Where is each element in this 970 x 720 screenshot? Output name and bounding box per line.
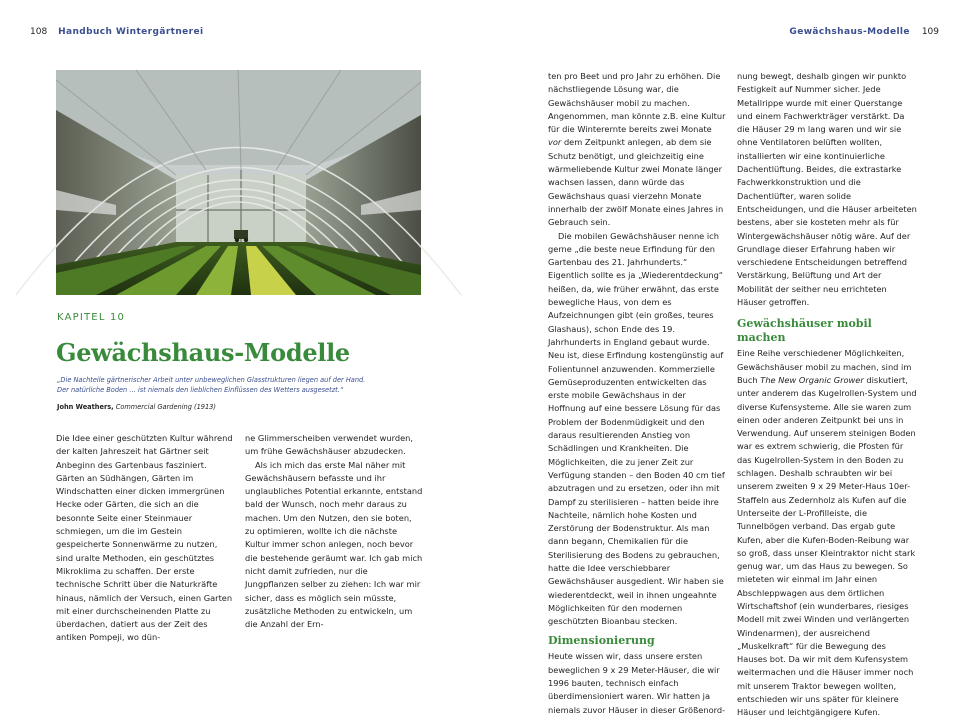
text-run: diskutiert, unter anderem das Kugelrollen-System und diverse Kufensysteme. Alle sie waren zum einen oder anderen Zeitpunkt bei uns in Verwendung. Auf unserem steinigen Boden war es extrem schwierig, die Pfosten für das Kugelrollen-System in den Boden zu schlagen. Deshalb schraubten wir bei unserem zweiten 9 x 29 Meter-Haus 10er-Staffeln aus Zedernholz als Kufen auf die Unterseite der L-Profilleiste, die Tunnelbögen verband. Das ergab gute Kufen, aber die Kufen-Boden-Reibung war so groß, dass unser Kleintraktor nicht stark genug war, um das Haus zu bewegen. So mieteten wir einmal im Jahr einen Abschleppwagen aus dem örtlichen Wirtschaftshof (ein wunderbares, riesiges Modell mit zwei Winden und verlängerten Windenarmen), der ausreichend „Muskelkraft“ für die Bewegung des Hauses bot. Da wir mit dem Kufensystem weitermachen und die Häuser immer noch mit unserem Traktor bewegen wollten, entschieden wir uns später für kleinere Häuser und leichtgängigere Kufen. bbox=[737, 374, 917, 718]
text-run-italic: vor bbox=[548, 137, 562, 148]
text-run-italic: The New Organic Grower bbox=[760, 374, 864, 385]
left-running-title: Handbuch Wintergärtnerei bbox=[58, 27, 204, 37]
left-page-number: 108 bbox=[30, 27, 48, 37]
epigraph-source bbox=[57, 403, 216, 412]
epigraph-quote bbox=[57, 376, 427, 395]
text-run: Eine Reihe verschiedener Möglichkeiten, Gewächshäuser mobil zu machen, sind im Buch bbox=[737, 348, 912, 385]
right-running-title: Gewächshaus-Modelle bbox=[789, 27, 910, 37]
epigraph-line-2: Der natürliche Boden … ist niemals den lieblichen Einflüssen des Wetters ausgesetzt.“ bbox=[57, 385, 344, 394]
left-running-head bbox=[30, 27, 204, 38]
text-column-4 bbox=[737, 70, 917, 720]
text-run: ten pro Beet und pro Jahr zu erhöhen. Die nächstliegende Lösung war, die Gewächshäuser mobil zu machen. Angenommen, man könnte z.B. eine Kultur für die Winterernte bereits zwei Monate bbox=[548, 71, 726, 135]
paragraph bbox=[548, 70, 726, 230]
greenhouse-photo bbox=[56, 70, 421, 295]
epigraph-author: John Weathers, bbox=[57, 403, 114, 411]
text-column-3 bbox=[548, 70, 726, 717]
paragraph: Als ich mich das erste Mal näher mit Gewächshäusern befasste und ihr unglaubliches Potential erkannte, entstand bald der Wunsch, noch mehr daraus zu machen. Um den Nutzen, den sie boten, zu optimieren, wollte ich die nächste Kultur immer schon anlegen, noch bevor die bestehende geräumt war. Ich gab mich nicht damit zufrieden, nur die Jungpflanzen selber zu ziehen: Ich war mir sicher, dass es möglich sein müsste, zusätzliche Methoden zu entwickeln, um die Anzahl der Ern- bbox=[245, 459, 423, 630]
chapter-title: Gewächshaus-Modelle bbox=[56, 338, 350, 367]
epigraph-line-1: „Die Nachteile gärtnerischer Arbeit unter unbeweglichen Glasstrukturen liegen auf der Hand. bbox=[57, 376, 366, 384]
greenhouse-illustration bbox=[56, 70, 421, 295]
paragraph: Die mobilen Gewächshäuser nenne ich gerne „die beste neue Erfindung für den Gartenbau des 21. Jahrhunderts.“ Eigentlich sollte es ja „Wiederentdeckung“ heißen, da, wie früher erwähnt, das erste bewegliche Haus, von dem es Aufzeichnungen gibt (ein großes, teures Glashaus), schon Ende des 19. Jahrhunderts in England gebaut wurde. Neu ist, diese Erfindung kostengünstig auf Folientunnel anzuwenden. Kommerzielle Gemüseproduzenten entwickelten das erste mobile Gewächshaus in der Hoffnung auf eine bessere Lösung für das Problem der Bodenmüdigkeit und den daraus resultierenden Anstieg von Schädlingen und Krankheiten. Die Möglichkeiten, die zu jener Zeit zur Verfügung standen – den Boden 40 cm tief abzutragen und zu ersetzen, oder ihn mit Dampf zu sterilisieren – hatten beide ihre Nachteile, nämlich hohe Kosten und Zerstörung der Bodenstruktur. Als man dann begann, Chemikalien für die Sterilisierung des Bodens zu gebrauchen, hatte die Idee verschiebbarer Gewächshäuser ausgedient. Wir haben sie wiederentdeckt, weil in ihnen ungeahnte Möglichkeiten für den modernen geschützten Bioanbau stecken. bbox=[548, 230, 725, 627]
text-column-1 bbox=[56, 432, 234, 645]
text-column-2 bbox=[245, 432, 423, 631]
right-page-number: 109 bbox=[921, 27, 939, 37]
text-run: dem Zeitpunkt anlegen, ab dem sie Schutz benötigt, und gleichzeitig eine wärmeliebende Kultur zwei Monate länger wachsen lassen, dann würde das Gewächshaus quasi vierzehn Monate innerhalb der zwölf Monate eines Jahres in Gebrauch sein. bbox=[548, 137, 724, 228]
paragraph: nung bewegt, deshalb gingen wir punkto Festigkeit auf Nummer sicher. Jede Metallrippe wurde mit einer Querstange und einem Fachwerkträger verstärkt. Da die Häuser 29 m lang waren und wir sie ohne Ventilatoren belüften wollten, installierten wir eine kontinuierliche Dachentlüftung. Beides, die extrastarke Fachwerkkonstruktion und die Dachentlüfter, waren solide Entscheidungen, und die Häuser arbeiteten bestens, aber sie kosteten mehr als für Wintergewächshäuser nötig wäre. Auf der Grundlage dieser Erfahrung haben wir verschiedene Entscheidungen betreffend Verstärkung, Belüftung und Art der Mobilität der seither neu errichteten Häuser getroffen. bbox=[737, 71, 917, 308]
paragraph bbox=[737, 347, 917, 719]
right-running-head bbox=[789, 27, 939, 38]
paragraph: Heute wissen wir, dass unsere ersten beweglichen 9 x 29 Meter-Häuser, die wir 1996 bauten, technisch einfach überdimensioniert waren. Wir hatten ja niemals zuvor Häuser in dieser Größenord- bbox=[548, 651, 726, 715]
paragraph: Die Idee einer geschützten Kultur während der kalten Jahreszeit hat Gärtner seit Anbeginn des Gartenbaus fasziniert. Gärten an Südhängen, Gärten im Windschatten einer dicken immergrünen Hecke oder Gärten, die sich an die besonnte Seite einer Steinmauer schmiegen, um die im Gestein gespeicherte Sonnenwärme zu nutzen, sind uralte Methoden, ein geschütztes Mikroklima zu schaffen. Der erste technische Schritt über die Naturkräfte hinaus, nämlich der Versuch, einen Garten mit einer durchscheinenden Platte zu überdachen, datiert aus der Zeit des antiken Pompeji, wo dün- bbox=[56, 433, 233, 643]
chapter-label: KAPITEL 10 bbox=[57, 312, 126, 323]
subheading-mobil-machen: Gewächshäuser mobil machen bbox=[737, 317, 872, 345]
epigraph-book: Commercial Gardening (1913) bbox=[115, 403, 216, 411]
paragraph: ne Glimmerscheiben verwendet wurden, um frühe Gewächshäuser abzudecken. bbox=[245, 433, 413, 457]
subheading-dimensionierung: Dimensionierung bbox=[548, 634, 655, 648]
